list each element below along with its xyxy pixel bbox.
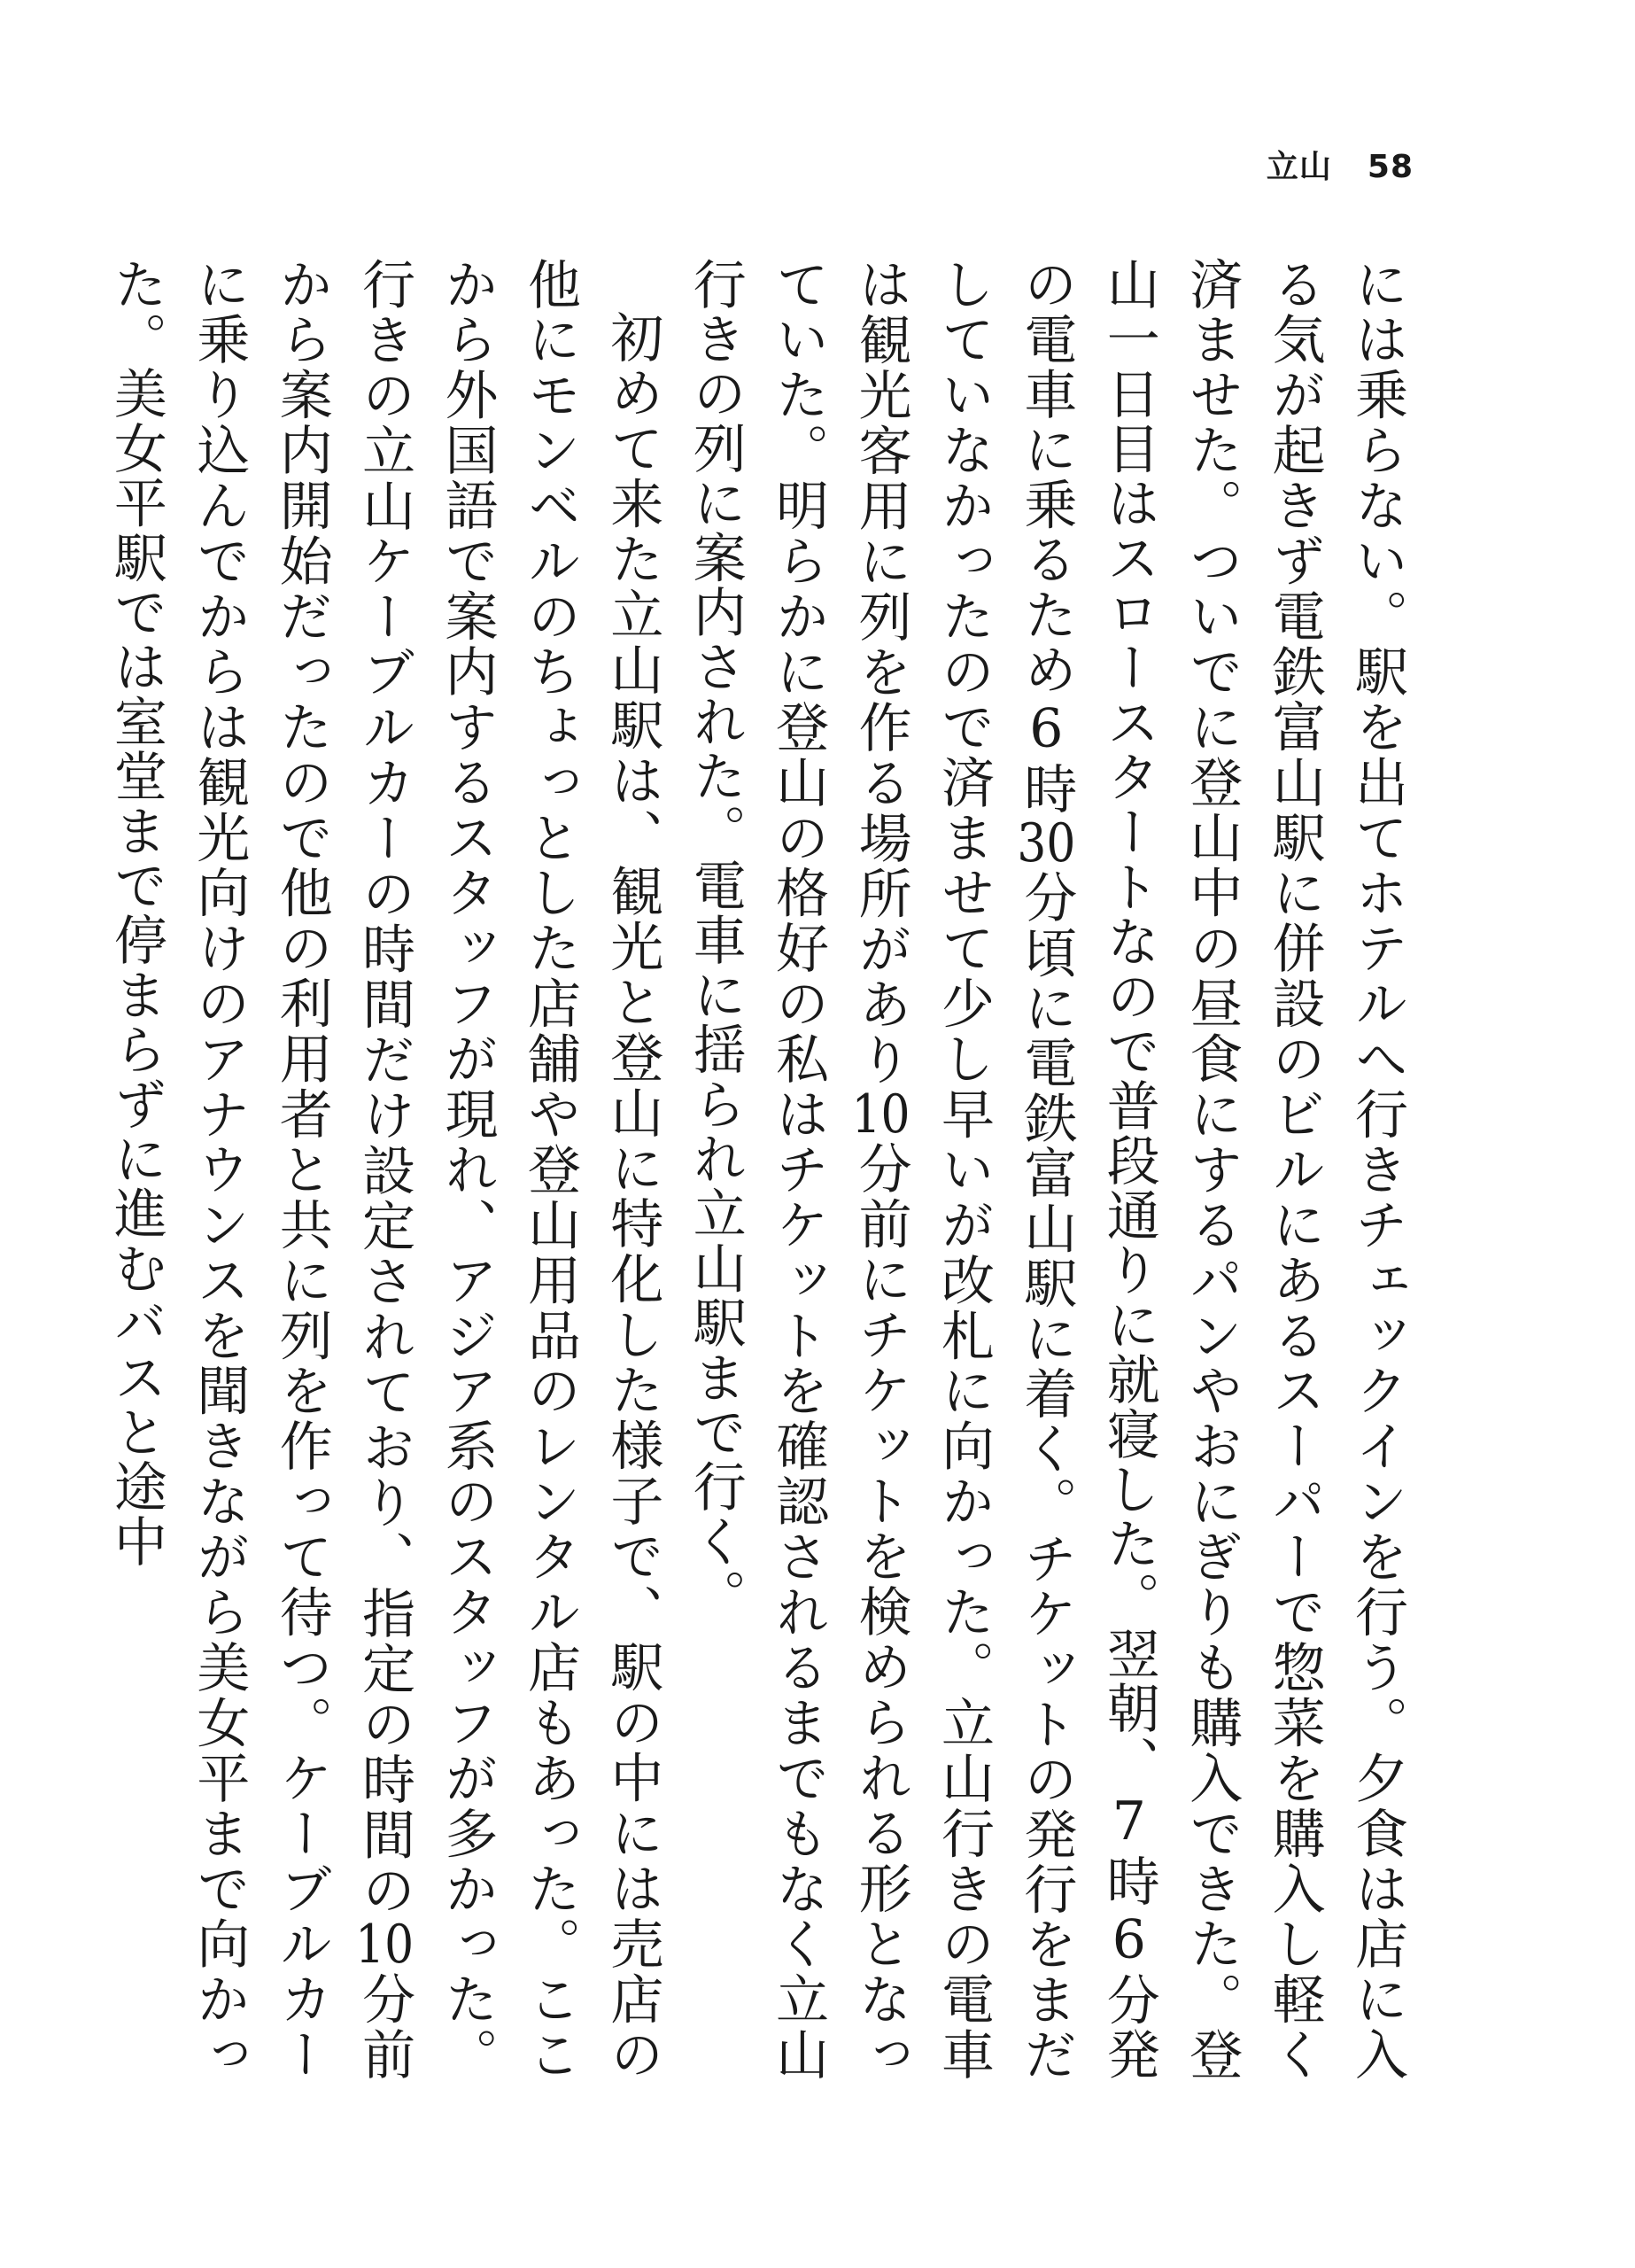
page-number: 58 xyxy=(1367,149,1414,185)
running-header xyxy=(1267,142,1414,187)
paragraph-2: 初めて来た立山駅は、観光と登山に特化した様子で、駅の中には売店の他にモンベルのちょっとした店舗や登山用品のレンタル店もあった。ここから外国語で案内するスタッフが現れ、アジア系のスタッフが多かった。行きの立山ケーブルカーの時間だけ設定されており、指定の時間の10分前から案内開始だったので他の利用者と共に列を作って待つ。ケーブルカーに乗り込んでからは観光向けのアナウンスを聞きながら美女平まで向かった。美女平駅では室堂まで停まらずに進むバスと途中 xyxy=(105,257,664,2082)
inline-number: 10 xyxy=(851,1087,910,1141)
chapter-title: 立山 xyxy=(1266,149,1332,185)
vertical-text-body xyxy=(105,257,1418,2082)
paragraph-1: には乗らない。駅を出てホテルへ行きチェックインを行う。夕食は店に入る気が起きず電鉄富山駅に併設のビルにあるスーパーで惣菜を購入し軽く済ませた。ついでに登山中の昼食にするパンやおにぎりも購入できた。登山一日目はスロースタートなので普段通りに就寝した。翌朝、7時6分発の電車に乗るため6時30分頃に電鉄富山駅に着く。チケットの発行をまだしていなかったので済ませて少し早いが改札に向かった。立山行きの電車は観光客用に列を作る場所があり10分前にチケットを検められる形となっていた。明らかに登山の格好の私はチケットを確認されるまでもなく立山行きの列に案内された。電車に揺られ立山駅まで行く。 xyxy=(684,257,1408,2082)
inline-number: 30 xyxy=(1017,816,1076,870)
inline-number: 10 xyxy=(355,1918,415,1971)
